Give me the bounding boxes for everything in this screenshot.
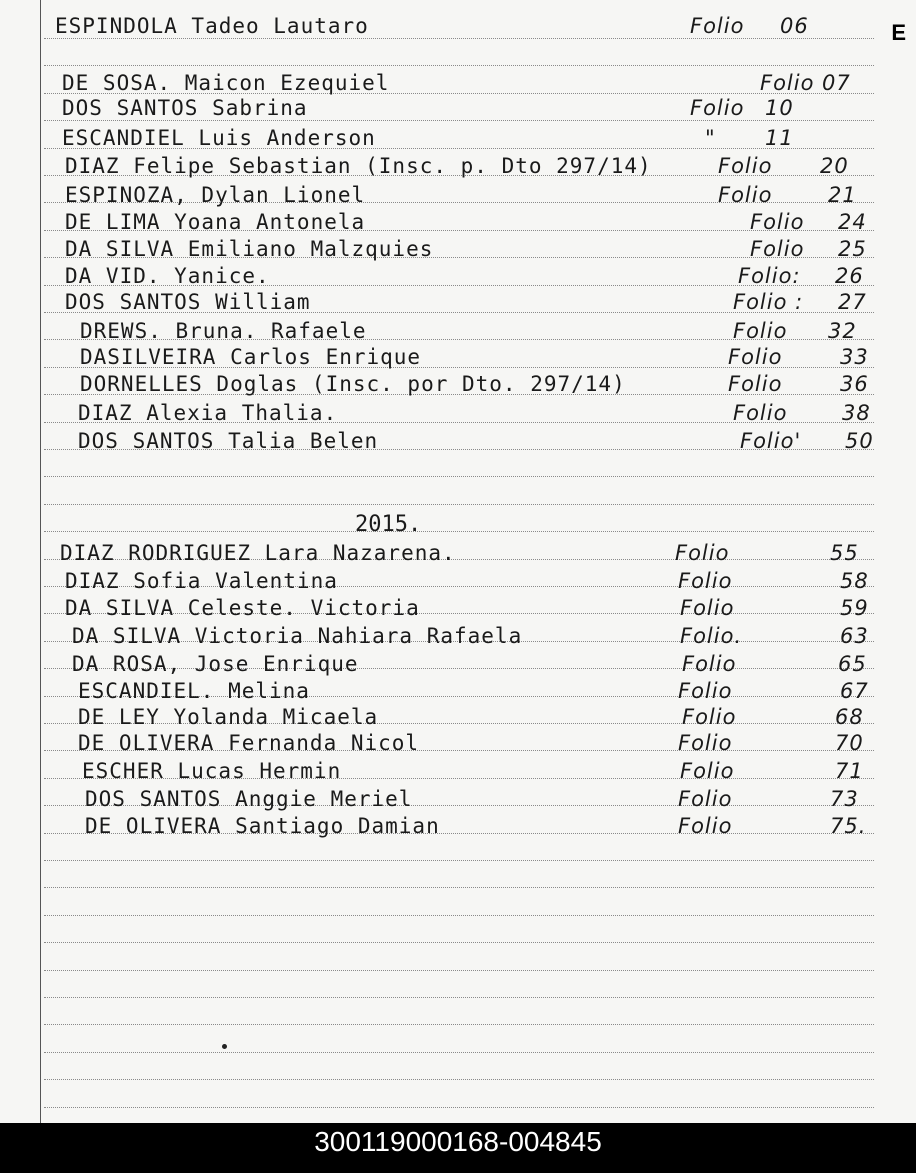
entry-folio-label: Folio bbox=[760, 71, 815, 95]
ruled-line bbox=[44, 860, 874, 861]
entry-folio-label: Folio bbox=[728, 345, 783, 369]
entry-name: DIAZ RODRIGUEZ Lara Nazarena. bbox=[60, 541, 456, 565]
entry-folio-label: Folio' bbox=[740, 429, 802, 453]
entry-name: ESPINDOLA Tadeo Lautaro bbox=[55, 14, 369, 38]
entry-folio-label: Folio bbox=[675, 541, 730, 565]
ruled-line bbox=[44, 887, 874, 888]
entry-folio-label: Folio bbox=[678, 731, 733, 755]
entry-folio-number: 24 bbox=[838, 210, 867, 234]
ruled-line bbox=[44, 38, 874, 39]
entry-name: DE LIMA Yoana Antonela bbox=[65, 210, 366, 234]
entry-folio-label: Folio bbox=[678, 814, 733, 838]
entry-name: DOS SANTOS Talia Belen bbox=[78, 429, 379, 453]
ink-dot bbox=[222, 1044, 227, 1049]
entry-folio-label: Folio bbox=[690, 96, 745, 120]
entry-name: DA VID. Yanice. bbox=[65, 264, 270, 288]
entry-folio-number: 20 bbox=[820, 154, 849, 178]
entry-folio-number: 55 bbox=[830, 541, 859, 565]
entry-name: DOS SANTOS Sabrina bbox=[62, 96, 308, 120]
entry-name: DA ROSA, Jose Enrique bbox=[72, 652, 359, 676]
margin-line bbox=[40, 0, 41, 1123]
entry-folio-number: 11 bbox=[765, 126, 794, 150]
entry-folio-number: 06 bbox=[780, 14, 809, 38]
entry-name: DORNELLES Doglas (Insc. por Dto. 297/14) bbox=[80, 372, 626, 396]
entry-folio-number: 71 bbox=[835, 759, 864, 783]
entry-name: DA SILVA Emiliano Malzquies bbox=[65, 237, 434, 261]
ruled-line bbox=[44, 476, 874, 477]
ruled-line bbox=[44, 1079, 874, 1080]
entry-name: ESCANDIEL. Melina bbox=[78, 679, 310, 703]
entry-folio-number: 73 bbox=[830, 787, 859, 811]
entry-folio-number: 75. bbox=[830, 814, 867, 838]
entry-folio-number: 27 bbox=[838, 290, 867, 314]
entry-folio-label: Folio bbox=[690, 14, 745, 38]
ruled-line bbox=[44, 65, 874, 66]
footer-code: 300119000168-004845 bbox=[0, 1123, 916, 1173]
entry-name: ESCHER Lucas Hermin bbox=[82, 759, 342, 783]
entry-folio-number: 67 bbox=[840, 679, 869, 703]
entry-folio-label: Folio bbox=[733, 319, 788, 343]
entry-folio-label: Folio bbox=[680, 596, 735, 620]
entry-folio-label: Folio : bbox=[733, 290, 804, 314]
entry-name: DOS SANTOS William bbox=[65, 290, 311, 314]
entry-name: DIAZ Alexia Thalia. bbox=[78, 401, 338, 425]
ruled-line bbox=[44, 504, 874, 505]
entry-folio-label: Folio bbox=[680, 759, 735, 783]
entry-folio-number: 07 bbox=[822, 71, 851, 95]
entry-name: DE OLIVERA Santiago Damian bbox=[85, 814, 440, 838]
entry-folio-number: 70 bbox=[835, 731, 864, 755]
entry-folio-label: Folio bbox=[718, 154, 773, 178]
entry-name: DREWS. Bruna. Rafaele bbox=[80, 319, 367, 343]
entry-folio-label: Folio. bbox=[680, 624, 743, 648]
ruled-line bbox=[44, 942, 874, 943]
entry-folio-number: 32 bbox=[828, 319, 857, 343]
ruled-line bbox=[44, 1107, 874, 1108]
entry-folio-label: Folio bbox=[750, 210, 805, 234]
ruled-line bbox=[44, 120, 874, 121]
entry-folio-label: Folio bbox=[678, 787, 733, 811]
entry-folio-number: 50 bbox=[845, 429, 874, 453]
ruled-line bbox=[44, 970, 874, 971]
corner-letter: E bbox=[891, 20, 906, 45]
entry-folio-label: " bbox=[705, 126, 716, 150]
entry-name: ESPINOZA, Dylan Lionel bbox=[65, 183, 366, 207]
entry-folio-label: Folio: bbox=[738, 264, 801, 288]
entry-name: DASILVEIRA Carlos Enrique bbox=[80, 345, 422, 369]
entry-folio-label: Folio bbox=[682, 705, 737, 729]
section-year: 2015. bbox=[355, 512, 422, 537]
entry-folio-label: Folio bbox=[728, 372, 783, 396]
entry-name: DE LEY Yolanda Micaela bbox=[78, 705, 379, 729]
entry-folio-number: 33 bbox=[840, 345, 869, 369]
entry-folio-label: Folio bbox=[750, 237, 805, 261]
entry-folio-number: 10 bbox=[765, 96, 794, 120]
entry-folio-number: 36 bbox=[840, 372, 869, 396]
ruled-line bbox=[44, 915, 874, 916]
entry-name: DIAZ Felipe Sebastian (Insc. p. Dto 297/14) bbox=[65, 154, 652, 178]
entry-folio-number: 21 bbox=[828, 183, 857, 207]
ruled-line bbox=[44, 1024, 874, 1025]
entry-name: DIAZ Sofia Valentina bbox=[65, 569, 338, 593]
entry-folio-number: 59 bbox=[840, 596, 869, 620]
entry-folio-label: Folio bbox=[733, 401, 788, 425]
entry-name: DOS SANTOS Anggie Meriel bbox=[85, 787, 413, 811]
entry-folio-number: 65 bbox=[838, 652, 867, 676]
ruled-line bbox=[44, 1052, 874, 1053]
entry-folio-number: 68 bbox=[835, 705, 864, 729]
ruled-line bbox=[44, 997, 874, 998]
entry-folio-number: 26 bbox=[835, 264, 864, 288]
entry-name: DE SOSA. Maicon Ezequiel bbox=[62, 71, 390, 95]
entry-folio-number: 25 bbox=[838, 237, 867, 261]
entry-folio-label: Folio bbox=[718, 183, 773, 207]
entry-name: DA SILVA Celeste. Victoria bbox=[65, 596, 420, 620]
entry-name: ESCANDIEL Luis Anderson bbox=[62, 126, 376, 150]
entry-folio-number: 38 bbox=[842, 401, 871, 425]
entry-folio-label: Folio bbox=[678, 569, 733, 593]
entry-folio-label: Folio bbox=[678, 679, 733, 703]
entry-name: DE OLIVERA Fernanda Nicol bbox=[78, 731, 420, 755]
entry-name: DA SILVA Victoria Nahiara Rafaela bbox=[72, 624, 523, 648]
entry-folio-number: 63 bbox=[840, 624, 869, 648]
entry-folio-label: Folio bbox=[682, 652, 737, 676]
ruled-line bbox=[44, 531, 874, 532]
entry-folio-number: 58 bbox=[840, 569, 869, 593]
